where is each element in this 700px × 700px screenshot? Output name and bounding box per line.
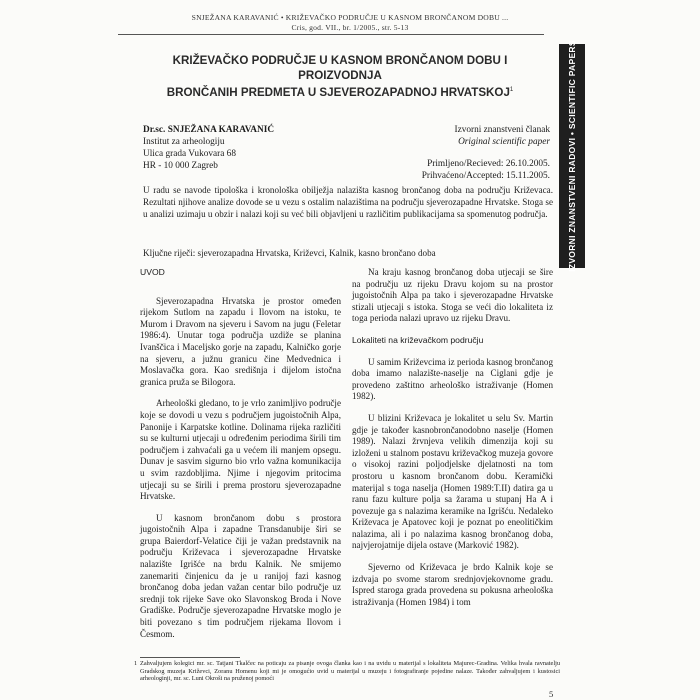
paragraph: Na kraju kasnog brončanog doba utjecaji se šire na području uz rijeku Dravu kojom su na prostor jugoistočnih Alpa pa tako i sjeverozapadne Hrvatske stizali utjecaji s istoka. Stoga se veći dio lokaliteta iz toga perioda nalazi upravo uz rijeku Dravu. xyxy=(352,267,553,324)
abstract: U radu se navode tipološka i kronološka obilježja nalazišta kasnog brončanog doba na području Križevaca. Rezultati njihove analize dovode se u vezu s ostalim nalazištima na području sjeverozapadne Hrvatske. Stoga se u analizi uzimaju u obzir i nalazi koji su već bili objavljeni u različitim publikacijama sa spomenutog područja. xyxy=(143,185,553,219)
paragraph: Sjeverno od Križevaca je brdo Kalnik koje se izdvaja po svome starom srednjovjekovnome gradu. Ispred staroga grada provedena su pokusna arheološka istraživanja (Homen 1984) i tom xyxy=(352,562,553,607)
footnote-marker: 1 xyxy=(134,660,138,667)
paper-type-hr: Izvorni znanstveni članak xyxy=(454,125,550,135)
author-name: Dr.sc. SNJEŽANA KARAVANIĆ xyxy=(143,125,275,135)
page-number: 5 xyxy=(549,689,554,699)
right-column xyxy=(352,267,553,618)
received-date: Primljeno/Recieved: 26.10.2005. xyxy=(427,159,550,169)
author-institution: Institut za arheologiju xyxy=(143,137,225,147)
running-head xyxy=(140,13,560,33)
author-street: Ulica grada Vukovara 68 xyxy=(143,149,236,159)
section-heading-lokaliteti: Lokaliteti na križevačkom području xyxy=(352,334,484,345)
footnote-rule xyxy=(140,657,240,658)
section-heading-uvod: UVOD xyxy=(140,267,165,277)
side-tab-label: IZVORNI ZNANSTVENI RADOVI • SCIENTIFIC PAPERS xyxy=(567,40,577,272)
footnote xyxy=(134,660,560,683)
title-line2 xyxy=(140,83,540,100)
footnote-text: Zahvaljujem kolegici mr. sc. Tatjani Tkalčec na poticaju za pisanje ovoga članka kao i na uvidu u materijal s lokaliteta Majurec-Gradina. Velika hvala ravnatelju Gradskog muzeja Križevci, Zoranu Homenu koji mi je omogućio uvid u materijal u muzeju i fotografiranje pojedine nalaze. Također zahvaljujem i kustosici arheologinji, mr. sc. Luni Okroši na pruženoj pomoći xyxy=(140,660,560,683)
title-line2-text: BRONČANIH PREDMETA U SJEVEROZAPADNOJ HRVATSKOJ xyxy=(166,85,510,99)
dates-block xyxy=(290,158,550,182)
author-city: HR - 10 000 Zagreb xyxy=(143,161,218,171)
article-title xyxy=(140,53,540,100)
paragraph: Sjeverozapadna Hrvatska je prostor omeđen rijekom Sutlom na zapadu i Ilovom na istoku, te Murom i Dravom na sjeveru i Savom na jugu (Feletar 1986:4). Unutar toga područja uzdiže se planina Ivanščica i Maceljsko gorje na zapadu, Kalničko gorje na sjeveru, a južnu granicu čine Medvednica i Moslavačka gora. Kao središnja i dijelom istočna granica pruža se Bilogora. xyxy=(140,295,341,387)
header-rule xyxy=(118,34,544,35)
running-head-line1: SNJEŽANA KARAVANIĆ • KRIŽEVAČKO PODRUČJE U KASNOM BRONČANOM DOBU ... xyxy=(191,13,509,22)
paragraph: U kasnom brončanom dobu s prostora jugoistočnih Alpa i zapadne Transdanubije širi se grupa Baierdorf-Velatice čiji je važan predstavnik na području Križevaca i sjeverozapadne Hrvatske nalazište Igrišće na brdu Kalnik. Ne smijemo zanemariti činjenicu da je u ranijoj fazi kasnog brončanog doba jedan važan centar bilo područje uz srednji tok rijeke Save oko Slavonskog Broda i Nove Gradiške. Područje sjeverozapadne Hrvatske moglo je biti povezano s tim područjem rijekama Ilovom i Česmom. xyxy=(140,512,341,639)
paragraph: U blizini Križevaca je lokalitet u selu Sv. Martin gdje je također kasnobrončanodobno naselje (Homen 1989). Nalazi žrvnjeva velikih dimenzija koji su izloženi u stalnom postavu križevačkog muzeja govore o visokoj razini poljodjelske djelatnosti na tom prostoru u kasnom brončanom dobu. Keramički materijal s toga naselja (Homen 1989:T.II) datira ga u ranu fazu kulture polja sa žarama u stupanj Ha A i povezuje ga s nalazima keramike na Igrišću. Nedaleko Križevaca je Apatovec koji je poznat po eneolitičkim nalazima, ali i po nalazima kasnog brončanog doba, najvjerojatnije dijela ostave (Marković 1982). xyxy=(352,412,553,551)
keywords: Ključne riječi: sjeverozapadna Hrvatska, Križevci, Kalnik, kasno brončano doba xyxy=(143,248,436,258)
running-head-line2: Cris, god. VII., br. 1/2005., str. 5-13 xyxy=(291,23,409,32)
title-line1: KRIŽEVAČKO PODRUČJE U KASNOM BRONČANOM DOBU I PROIZVODNJA xyxy=(172,54,508,82)
section-side-tab xyxy=(559,40,585,272)
paragraph: U samim Križevcima iz perioda kasnog brončanog doba imamo nalazište-naselje na Ciglani gdje je provedeno zaštitno arheološko istraživanje (Homen 1982). xyxy=(352,356,553,402)
title-footnote-marker: 1 xyxy=(509,87,514,93)
paper-type-block xyxy=(330,124,550,148)
paragraph: Arheološki gledano, to je vrlo zanimljivo područje koje se dovodi u vezu s područjem jugoistočnih Alpa, Panonije i Karpatske kotline. Dolinama rijeka različiti su se kulturni utjecaji u određenim periodima širili tim područjem i zahvaćali ga u većem ili manjem opsegu. Dunav je sasvim sigurno bio vrlo važna komunikacija u svim razdobljima. Njime i njegovim pritocima utjecaji su se širili i prema prostoru sjeverozapadne Hrvatske. xyxy=(140,398,341,502)
paper-type-en: Original scientific paper xyxy=(458,137,550,147)
left-column xyxy=(140,267,341,650)
accepted-date: Prihvaćeno/Accepted: 15.11.2005. xyxy=(421,171,550,181)
